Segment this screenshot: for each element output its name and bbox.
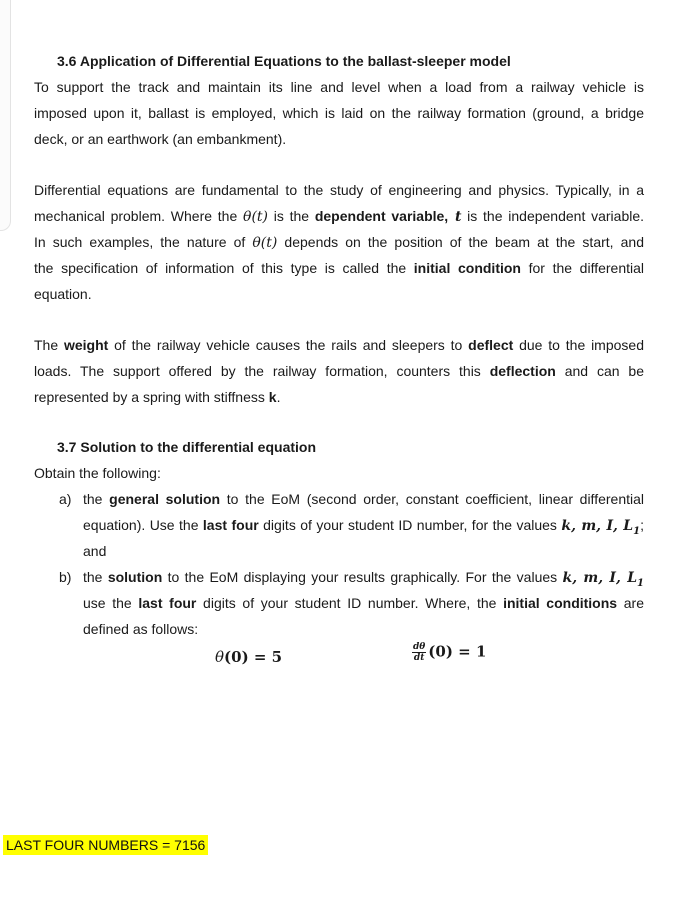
paragraph-2-line-4: the specification of information of this type is called the initial condition for the differential <box>34 260 645 276</box>
item-b-line-3: defined as follows: <box>83 621 199 637</box>
section-heading-3-6: 3.6 Application of Differential Equations to the ballast-sleeper model <box>57 53 511 69</box>
section-intro: Obtain the following: <box>34 465 161 481</box>
item-b-label: b) <box>59 569 72 585</box>
paragraph-2-line-2: mechanical problem. Where the θ(t) is the dependent variable, t is the independent variable. <box>34 208 645 225</box>
paragraph-3-line-2: loads. The support offered by the railway formation, counters this deflection and can be <box>34 363 644 379</box>
item-b-line-1: the solution to the EoM displaying your results graphically. For the values k, m, I, $L_1$ <box>83 569 645 589</box>
paragraph-2-line-5: equation. <box>34 286 92 302</box>
paragraph-1-line-3: deck, or an earthwork (an embankment). <box>34 131 287 147</box>
item-a-line-3: and <box>83 543 107 559</box>
item-b-line-2: use the last four digits of your student ID number. Where, the initial conditions are <box>83 595 644 611</box>
initial-condition-derivative: $\frac{d\theta}{dt}$ (0) = 1 <box>413 642 487 663</box>
item-a-label: a) <box>59 491 72 507</box>
paragraph-1-line-1: To support the track and maintain its line and level when a load from a railway vehicle is <box>34 79 644 95</box>
left-edge-panel <box>0 0 11 231</box>
theta-t-math: θ(t) <box>243 209 268 225</box>
item-a-line-2: equation). Use the last four digits of your student ID number, for the values k, m, I, $L_1$; <box>83 517 645 537</box>
highlighted-student-id-note: LAST FOUR NUMBERS = 7156 <box>3 835 208 855</box>
dependent-variable-term: dependent variable, <box>314 208 449 224</box>
paragraph-3-line-3: represented by a spring with stiffness k. <box>34 389 281 405</box>
paragraph-2-line-3: In such examples, the nature of θ(t) depends on the position of the beam at the start, and <box>34 234 644 251</box>
initial-condition-term: initial condition <box>413 260 521 276</box>
initial-condition-theta: θ(0) = 5 <box>215 648 283 666</box>
paragraph-2-line-1: Differential equations are fundamental to the study of engineering and physics. Typically, in a <box>34 182 644 198</box>
section-heading-3-7: 3.7 Solution to the differential equation <box>57 439 317 455</box>
paragraph-1-line-2: imposed upon it, ballast is employed, which is laid on the railway formation (ground, a bridge <box>34 105 644 121</box>
paragraph-3-line-1: The weight of the railway vehicle causes the rails and sleepers to deflect due to the imposed <box>34 337 644 353</box>
derivative-fraction: $\frac{d\theta}{dt}$ <box>413 642 426 663</box>
item-a-line-1: the general solution to the EoM (second order, constant coefficient, linear differential <box>83 491 645 507</box>
